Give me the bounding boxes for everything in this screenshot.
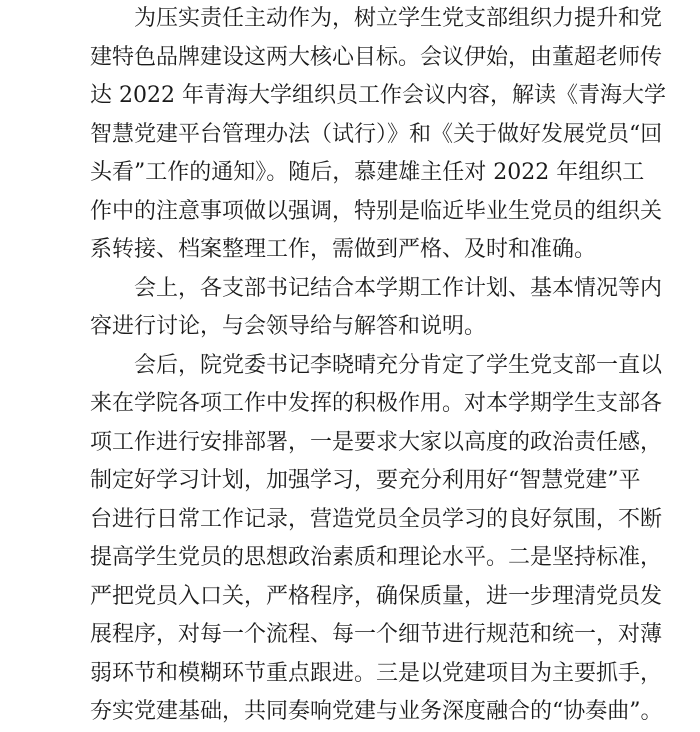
paragraph-line: 会上，各支部书记结合本学期工作计划、基本情况等内 bbox=[134, 275, 663, 301]
paragraph-line: 智慧党建平台管理办法（试行）》和《关于做好发展党员“回 bbox=[90, 121, 663, 147]
paragraph-line: 夯实党建基础，共同奏响党建与业务深度融合的“协奏曲”。 bbox=[90, 699, 663, 724]
paragraph-line: 严把党员入口关，严格程序，确保质量，进一步理清党员发 bbox=[90, 583, 663, 609]
paragraph-line: 达 2022 年青海大学组织员工作会议内容，解读《青海大学 bbox=[90, 83, 666, 108]
paragraph-line: 作中的注意事项做以强调，特别是临近毕业生党员的组织关 bbox=[90, 198, 663, 224]
paragraph-line: 制定好学习计划，加强学习，要充分利用好“智慧党建”平 bbox=[90, 468, 641, 493]
paragraph-line: 台进行日常工作记录，营造党员全员学习的良好氛围，不断 bbox=[90, 506, 663, 532]
document-body bbox=[90, 0, 666, 732]
paragraph-line: 系转接、档案整理工作，需做到严格、及时和准确。 bbox=[90, 237, 597, 262]
paragraph-line: 容进行讨论，与会领导给与解答和说明。 bbox=[90, 314, 487, 339]
paragraph-line: 会后，院党委书记李晓晴充分肯定了学生党支部一直以 bbox=[134, 352, 663, 378]
paragraph-line: 建特色品牌建设这两大核心目标。会议伊始，由董超老师传 bbox=[90, 44, 663, 70]
paragraph-line: 弱环节和模糊环节重点跟进。三是以党建项目为主要抓手， bbox=[90, 660, 663, 686]
paragraph-1 bbox=[90, 0, 666, 270]
paragraph-line: 来在学院各项工作中发挥的积极作用。对本学期学生支部各 bbox=[90, 391, 663, 416]
paragraph-line: 为压实责任主动作为，树立学生党支部组织力提升和党 bbox=[134, 6, 663, 31]
paragraph-line: 提高学生党员的思想政治素质和理论水平。二是坚持标准， bbox=[90, 545, 663, 570]
paragraph-2 bbox=[90, 270, 663, 347]
paragraph-line: 展程序，对每一个流程、每一个细节进行规范和统一，对薄 bbox=[90, 622, 663, 647]
paragraph-line: 项工作进行安排部署，一是要求大家以高度的政治责任感， bbox=[90, 429, 663, 455]
paragraph-line: 头看”工作的通知》。随后，慕建雄主任对 2022 年组织工 bbox=[90, 160, 645, 185]
paragraph-3 bbox=[90, 347, 663, 732]
